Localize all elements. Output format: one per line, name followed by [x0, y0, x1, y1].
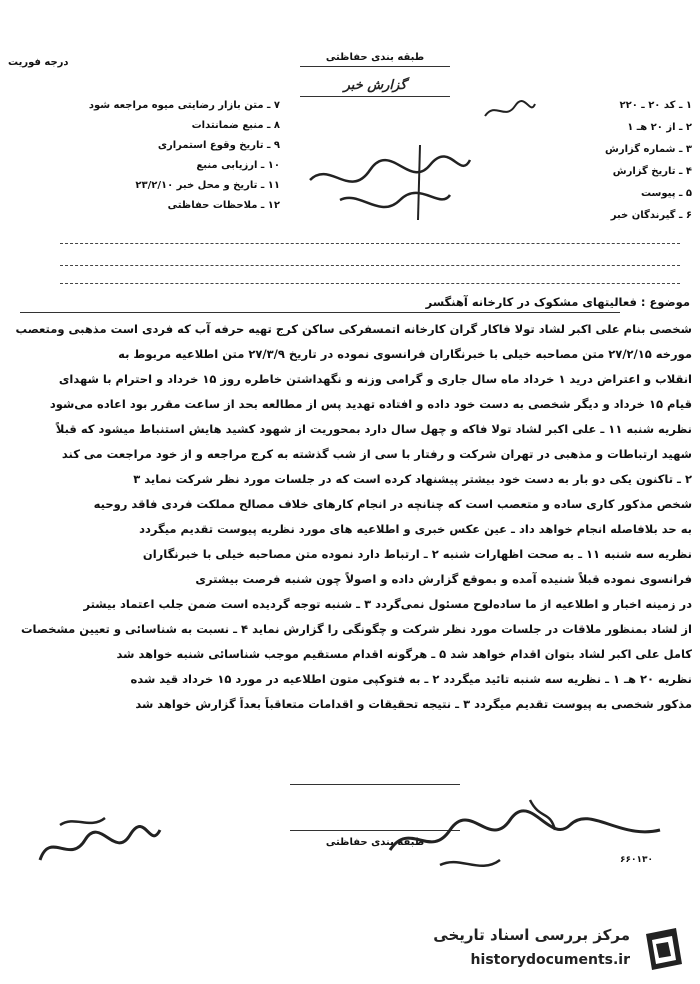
fields-left [30, 100, 280, 220]
watermark-logo-icon [638, 924, 688, 974]
document-body [14, 322, 692, 722]
subject-line: موضوع : فعالیتهای مشکوک در کارخانه آهنگسر [425, 295, 690, 309]
reference-number: ۶۶۰۱۳۰ [620, 855, 653, 865]
watermark-url: historydocuments.ir [470, 952, 630, 968]
handwritten-date-scribble [300, 140, 480, 230]
body-line-2: مورخه ۲۷/۲/۱۵ متن مصاحبه خیلی با خبرنگاران فرانسوی نموده در تاریخ ۲۷/۳/۹ متن اطلاعیه مربوط به [118, 347, 692, 361]
body-line-4: قیام ۱۵ خرداد و دیگر شخصی به دست خود داده و افتاده تهدید پس از مطالعه بحد از ساعت مقرر بود اعاده می‌شود [49, 397, 692, 411]
body-line-15: نظریه ۲۰ هـ ۱ ـ نظریه سه شنبه تائید میگردد ۲ ـ به فتوکپی متون اطلاعیه در مورد ۱۵ خرداد قید شده [130, 672, 692, 686]
field-source: ۸ ـ منبع ضمانتدات [191, 120, 280, 131]
classification-value-rule [300, 96, 450, 97]
body-line-11: فرانسوی نموده قبلاً شنیده آمده و بموقع گزارش داده و اصولاً چون شنبه فرصت بیشتری [195, 572, 692, 586]
body-line-10: نظریه سه شنبه ۱۱ ـ به صحت اظهارات شنبه ۲ ـ ارتباط دارد نموده متن مصاحبه خیلی با خبرنگاران [142, 547, 692, 561]
body-line-16: مذکور شخصی به پیوست تقدیم میگردد ۳ ـ نتیجه تحقیقات و اقدامات متعاقباً بعداً گزارش خواهد شد [135, 697, 692, 711]
classification-value: گزارش خبر [343, 78, 407, 93]
field-security-notes: ۱۲ ـ ملاحظات حفاظتی [167, 200, 280, 211]
body-line-13: از لشاد بمنظور ملاقات در جلسات مورد نظر شرکت و چگونگی را گزارش نماید ۴ ـ نسبت به شناسائی و تعیین مشخصات [20, 622, 692, 636]
handwritten-initials [480, 96, 540, 126]
classification-header-label: طبقه بندی حفاظتی [325, 52, 425, 63]
body-line-3: انقلاب و اعتراض درید ۱ خرداد ماه سال جاری و گرامی وزنه و نگهداشتن خاطره روز ۱۵ خرداد و احترام با شهدای [58, 372, 692, 386]
field-recipients: ۶ ـ گیرندگان خبر [610, 210, 692, 221]
body-line-12: در زمینه اخبار و اطلاعیه از ما ساده‌لوح مسئول نمی‌گردد ۳ ـ شنبه توجه گردیده است ضمن جلب اعتماد بیشتر [83, 597, 692, 611]
field-from: ۲ ـ از ۲۰ هـ ۱ [627, 122, 692, 133]
body-line-14: کامل علی اکبر لشاد بتوان اقدام خواهد شد ۵ ـ هرگونه اقدام مستقیم موجب شناسائی شنبه خواهد شد [116, 647, 692, 661]
separator-line-1 [60, 243, 680, 244]
body-line-7: ۲ ـ تاکنون یکی دو بار به دست خود بیشتر پیشنهاد کرده است که در جلسات مورد نظر شرکت نماید ۳ [133, 472, 692, 486]
separator-line-3 [60, 283, 680, 284]
field-news-date-place: ۱۱ ـ تاریخ و محل خبر ۲۳/۲/۱۰ [135, 180, 280, 191]
priority-label: درجه فوریت [8, 57, 69, 68]
watermark [420, 920, 690, 980]
footer-rule-top [290, 784, 460, 785]
separator-line-2 [60, 265, 680, 266]
body-line-5: نظریه شنبه ۱۱ ـ علی اکبر لشاد تولا فاکه و چهل سال دارد بمحوریت از شهود کشید هایش استنباط میشود که قبلاً [55, 422, 692, 436]
handwritten-date-note [30, 810, 170, 880]
body-line-8: شخص مذکور کاری ساده و متعصب است که چنانچه در انجام کارهای خلاف مصالح مملکت فردی فاقد روحیه [93, 497, 692, 511]
handwritten-signature [380, 790, 680, 880]
field-code: ۱ ـ کد ۲۰ ـ ۲۲۰ [619, 100, 692, 111]
field-occurrence-date: ۹ ـ تاریخ وقوع استمراری [157, 140, 280, 151]
subject-rule [20, 312, 620, 313]
field-attachment: ۵ ـ پیوست [640, 188, 692, 199]
body-line-6: شهید ارتباطات و مذهبی در تهران شرکت و رفتار با سی از شب گذشته به کرج مراجعه و از خود مراجعت می کند [61, 447, 692, 461]
classification-header-rule [300, 66, 450, 67]
field-source-evaluation: ۱۰ ـ ارزیابی منبع [196, 160, 280, 171]
footer-classification-label: طبقه بندی حفاظتی [325, 837, 425, 848]
field-report-date: ۴ ـ تاریخ گزارش [612, 166, 692, 177]
watermark-title: مرکز بررسی اسناد تاریخی [433, 926, 630, 944]
body-line-1: شخصی بنام علی اکبر لشاد تولا فاکار گران کارخانه اتمسفرکی ساکن کرج تهیه حرفه آب که فردی است مذهبی ومتعصب [15, 322, 692, 336]
body-line-9: به حد بلافاصله انجام خواهد داد ـ عین عکس خبری و اطلاعیه های مورد نظریه پیوست تقدیم میگردد [139, 522, 692, 536]
field-report-number: ۳ ـ شماره گزارش [605, 144, 692, 155]
field-text: ۷ ـ متن بازار رضایتی میوه مراجعه شود [88, 100, 280, 111]
